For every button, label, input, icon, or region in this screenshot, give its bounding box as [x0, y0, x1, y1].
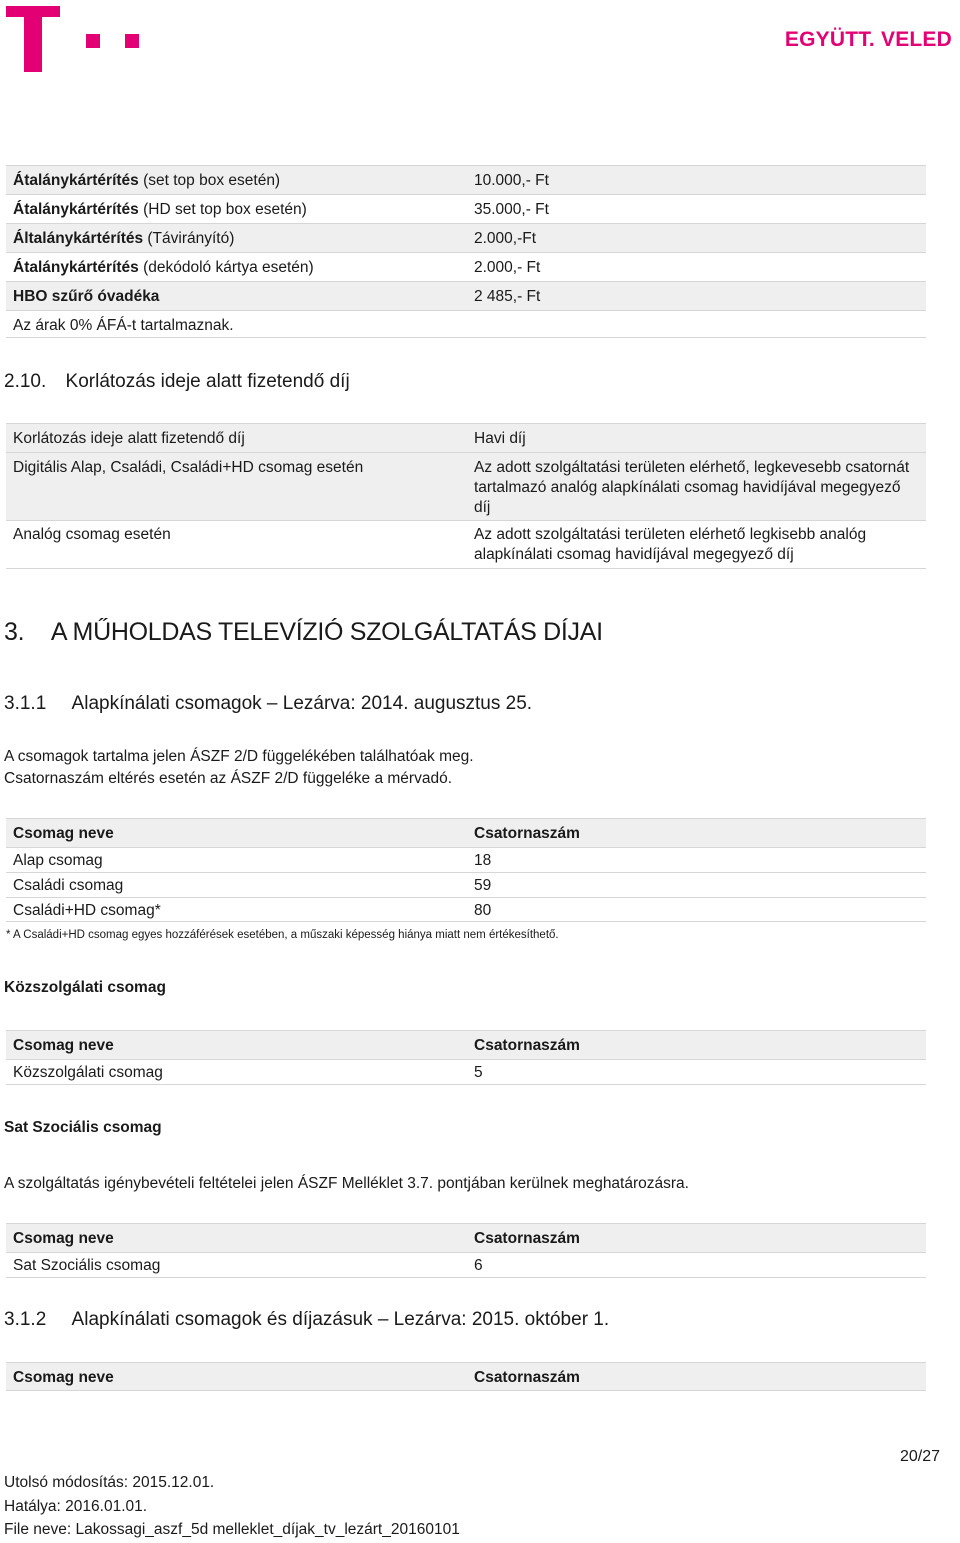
package-name: Alap csomag — [13, 852, 103, 869]
col1-header: Csomag neve — [13, 1037, 114, 1054]
public-service-table — [6, 1030, 926, 1085]
footnote: * A Családi+HD csomag egyes hozzáférések esetében, a műszaki képesség hiánya miatt nem értékesíthető. — [6, 929, 559, 941]
table-header-row — [6, 818, 926, 847]
chapter-heading — [4, 618, 603, 647]
restriction-fee: Az adott szolgáltatási területen elérhető legkisebb analóg alapkínálati csomag havidíjával megegyező díj — [474, 526, 867, 563]
channel-count: 6 — [474, 1257, 483, 1274]
package-name: Sat Szociális csomag — [13, 1257, 161, 1274]
sat-social-table — [6, 1223, 926, 1278]
slogan: EGYÜTT. VELED — [784, 28, 952, 51]
item-detail: (set top box esetén) — [138, 172, 281, 189]
channel-count: 80 — [474, 902, 492, 919]
basic-packages-fees-table — [6, 1362, 926, 1391]
item-price: 2.000,-Ft — [474, 230, 537, 247]
table-header-row — [6, 423, 926, 452]
item-label: Átalánykártérítés — [13, 201, 139, 218]
restriction-case: Analóg csomag esetén — [13, 526, 171, 543]
item-label: Átalánykártérítés — [13, 259, 139, 276]
item-label: Általánykártérítés — [13, 230, 144, 247]
table-row — [6, 223, 926, 252]
col1-header: Csomag neve — [13, 825, 114, 842]
table-row — [6, 252, 926, 281]
lump-sum-table — [6, 165, 926, 338]
footer-filename: File neve: Lakossagi_aszf_5d melleklet_díjak_tv_lezárt_20160101 — [4, 1521, 460, 1538]
channel-count: 18 — [474, 852, 492, 869]
item-detail: (Távirányító) — [143, 230, 235, 247]
item-label: HBO szűrő óvadéka — [13, 288, 160, 305]
col2-header: Havi díj — [474, 430, 526, 447]
telekom-logo — [6, 6, 60, 72]
subsection-heading — [4, 693, 532, 715]
section-title: Korlátozás ideje alatt fizetendő díj — [65, 371, 350, 392]
table-row — [6, 1252, 926, 1278]
basic-packages-table — [6, 818, 926, 922]
paragraph: Csatornaszám eltérés esetén az ÁSZF 2/D függeléke a mérvadó. — [4, 770, 452, 787]
item-detail: (dekódoló kártya esetén) — [138, 259, 314, 276]
table-row — [6, 520, 926, 569]
table-header-row — [6, 1030, 926, 1059]
item-label: Átalánykártérítés — [13, 172, 139, 189]
item-detail: (HD set top box esetén) — [138, 201, 307, 218]
subsection-number: 3.1.2 — [4, 1309, 47, 1330]
block-title: Sat Szociális csomag — [4, 1119, 162, 1136]
package-name: Közszolgálati csomag — [13, 1064, 163, 1081]
footer-effective: Hatálya: 2016.01.01. — [4, 1498, 148, 1515]
logo-square-1 — [86, 34, 100, 48]
item-price: 2.000,- Ft — [474, 259, 541, 276]
subsection-title: Alapkínálati csomagok és díjazásuk – Lezárva: 2015. október 1. — [71, 1309, 610, 1330]
col2-header: Csatornaszám — [474, 1369, 580, 1386]
table-row — [6, 165, 926, 194]
table-row — [6, 847, 926, 872]
table-row — [6, 872, 926, 897]
package-name: Családi+HD csomag* — [13, 902, 161, 919]
item-price: 2 485,- Ft — [474, 288, 541, 305]
vat-note: Az árak 0% ÁFÁ-t tartalmaznak. — [13, 317, 234, 334]
section-heading — [4, 371, 350, 393]
col1-header: Csomag neve — [13, 1369, 114, 1386]
table-row — [6, 281, 926, 310]
paragraph: A szolgáltatás igénybevételi feltételei jelen ÁSZF Melléklet 3.7. pontjában kerülnek meghatározásra. — [4, 1175, 689, 1192]
restriction-fee: Az adott szolgáltatási területen elérhető, legkevesebb csatornát tartalmazó analóg alapkínálati csomag havidíjával megegyező díj — [474, 459, 910, 516]
table-header-row — [6, 1362, 926, 1391]
paragraph: A csomagok tartalma jelen ÁSZF 2/D függelékében találhatóak meg. — [4, 748, 474, 765]
table-header-row — [6, 1223, 926, 1252]
chapter-title: A MŰHOLDAS TELEVÍZIÓ SZOLGÁLTATÁS DÍJAI — [50, 618, 603, 646]
logo-square-2 — [125, 34, 139, 48]
chapter-number: 3. — [4, 618, 25, 646]
restriction-case: Digitális Alap, Családi, Családi+HD csomag esetén — [13, 459, 364, 476]
item-price: 10.000,- Ft — [474, 172, 549, 189]
subsection-title: Alapkínálati csomagok – Lezárva: 2014. augusztus 25. — [71, 693, 533, 714]
table-row — [6, 897, 926, 922]
col2-header: Csatornaszám — [474, 1230, 580, 1247]
col1-header: Korlátozás ideje alatt fizetendő díj — [13, 430, 245, 447]
package-name: Családi csomag — [13, 877, 124, 894]
subsection-heading — [4, 1309, 609, 1331]
section-number: 2.10. — [4, 371, 47, 392]
table-row — [6, 452, 926, 520]
restriction-fee-table — [6, 423, 926, 569]
table-row — [6, 194, 926, 223]
block-title: Közszolgálati csomag — [4, 979, 166, 996]
footer-modified: Utolsó módosítás: 2015.12.01. — [4, 1474, 215, 1491]
page-number: 20/27 — [899, 1448, 940, 1465]
channel-count: 5 — [474, 1064, 483, 1081]
table-row — [6, 310, 926, 338]
table-row — [6, 1059, 926, 1085]
col1-header: Csomag neve — [13, 1230, 114, 1247]
col2-header: Csatornaszám — [474, 1037, 580, 1054]
col2-header: Csatornaszám — [474, 825, 580, 842]
channel-count: 59 — [474, 877, 492, 894]
subsection-number: 3.1.1 — [4, 693, 47, 714]
item-price: 35.000,- Ft — [474, 201, 549, 218]
